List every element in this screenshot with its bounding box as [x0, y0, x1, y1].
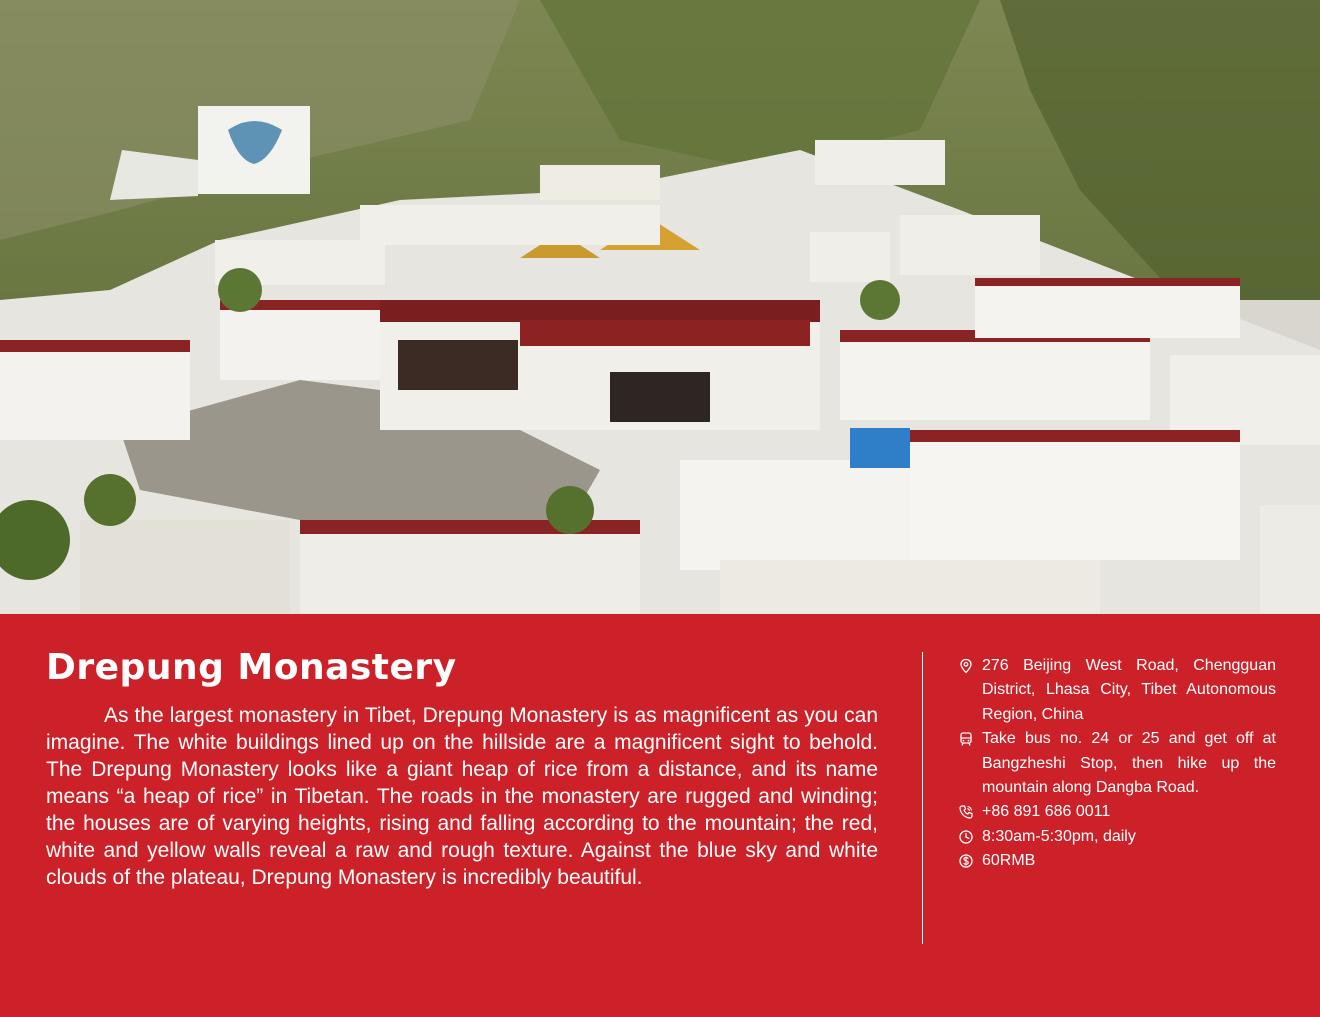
transport-row [958, 727, 1276, 800]
bus-icon [958, 731, 974, 747]
address-text: 276 Beijing West Road, Chengguan District, Lhasa City, Tibet Autonomous Region, China [982, 657, 1276, 723]
location-pin-icon [958, 658, 974, 674]
hours-row [958, 825, 1276, 849]
transport-text: Take bus no. 24 or 25 and get off at Bangzheshi Stop, then hike up the mountain along Dangba Road. [982, 730, 1276, 797]
info-panel [0, 614, 1320, 1017]
visitor-info [958, 654, 1276, 874]
phone-row [958, 800, 1276, 824]
dollar-coin-icon [958, 853, 974, 869]
page-title: Drepung Monastery [46, 647, 457, 688]
address-row [958, 654, 1276, 727]
description-paragraph: As the largest monastery in Tibet, Drepung Monastery is as magnificent as you can imagine. The white buildings lined up on the hillside are a magnificent sight to behold. The Drepung Monastery looks like a giant heap of rice from a distance, and its name means “a heap of rice” in Tibetan. The roads in the monastery are rugged and winding; the houses are of varying heights, rising and falling according to the mountain; the red, white and yellow walls reveal a raw and rough texture. Against the blue sky and white clouds of the plateau, Drepung Monastery is incredibly beautiful. [46, 704, 878, 889]
phone-icon [958, 804, 974, 820]
hours-text: 8:30am-5:30pm, daily [982, 827, 1136, 845]
price-row [958, 849, 1276, 873]
clock-icon [958, 829, 974, 845]
column-divider [922, 652, 923, 944]
price-text: 60RMB [982, 852, 1036, 870]
phone-text: +86 891 686 0011 [982, 803, 1111, 821]
